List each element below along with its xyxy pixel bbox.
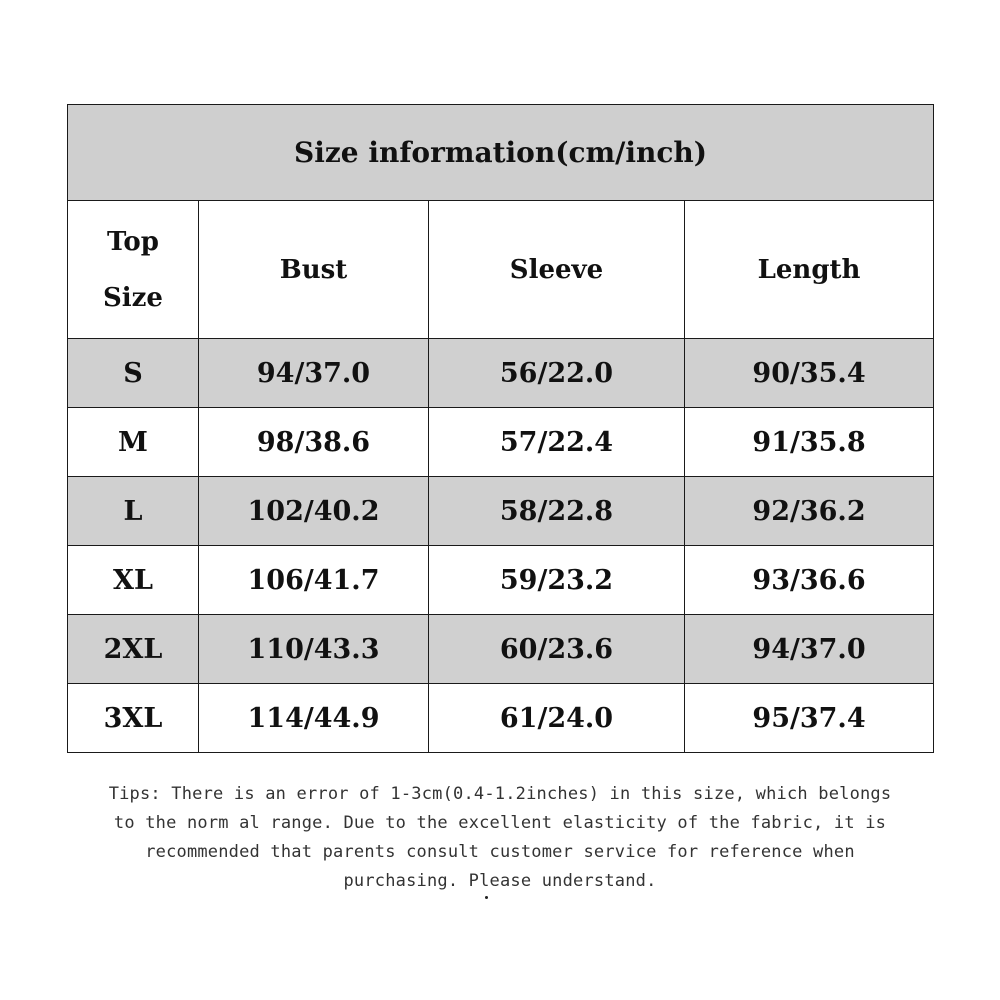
table-row [68, 477, 934, 546]
header-sleeve: Sleeve [429, 201, 685, 339]
header-bust: Bust [199, 201, 429, 339]
length-cell: 93/36.6 [685, 546, 934, 615]
bust-cell: 110/43.3 [199, 615, 429, 684]
tips-line: to the norm al range. Due to the excellent elasticity of the fabric, it is [113, 813, 887, 833]
sleeve-cell: 57/22.4 [429, 408, 685, 477]
length-cell: 92/36.2 [685, 477, 934, 546]
tips-line: purchasing. Please understand. [343, 871, 657, 891]
length-cell: 91/35.8 [685, 408, 934, 477]
table-row [68, 684, 934, 753]
size-cell: 3XL [68, 684, 199, 753]
header-top-size [68, 201, 199, 339]
size-cell: L [68, 477, 199, 546]
stray-dot [485, 896, 488, 899]
length-cell: 90/35.4 [685, 339, 934, 408]
size-tips-note [90, 780, 910, 896]
tips-line: Tips: There is an error of 1-3cm(0.4-1.2inches) in this size, which belongs [108, 784, 892, 804]
bust-cell: 102/40.2 [199, 477, 429, 546]
table-row [68, 339, 934, 408]
bust-cell: 106/41.7 [199, 546, 429, 615]
length-cell: 95/37.4 [685, 684, 934, 753]
header-row [68, 201, 934, 339]
table-row [68, 546, 934, 615]
table-row [68, 615, 934, 684]
size-cell: M [68, 408, 199, 477]
size-cell: XL [68, 546, 199, 615]
length-cell: 94/37.0 [685, 615, 934, 684]
header-top-size-line1: Top [107, 226, 159, 257]
title-row [68, 105, 934, 201]
sleeve-cell: 56/22.0 [429, 339, 685, 408]
sleeve-cell: 61/24.0 [429, 684, 685, 753]
bust-cell: 114/44.9 [199, 684, 429, 753]
table-title: Size information(cm/inch) [68, 105, 934, 201]
size-cell: 2XL [68, 615, 199, 684]
sleeve-cell: 60/23.6 [429, 615, 685, 684]
bust-cell: 94/37.0 [199, 339, 429, 408]
sleeve-cell: 59/23.2 [429, 546, 685, 615]
size-cell: S [68, 339, 199, 408]
size-chart-table [67, 104, 934, 753]
sleeve-cell: 58/22.8 [429, 477, 685, 546]
tips-line: recommended that parents consult customer service for reference when [145, 842, 855, 862]
header-top-size-line2: Size [103, 282, 163, 313]
header-length: Length [685, 201, 934, 339]
table-row [68, 408, 934, 477]
bust-cell: 98/38.6 [199, 408, 429, 477]
